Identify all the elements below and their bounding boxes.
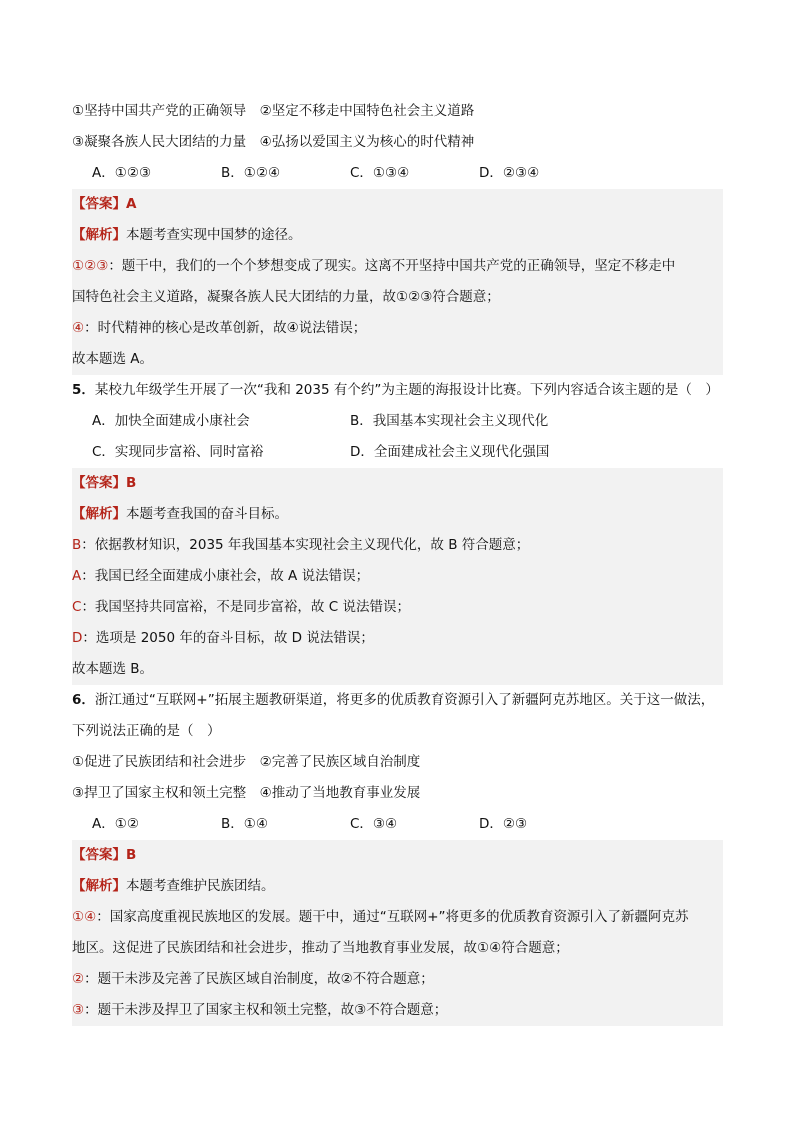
q6-stem-line-2: 下列说法正确的是（ ） (72, 723, 221, 739)
q4-answer-tag: 【答案】 (72, 196, 126, 212)
q5-analysis-line (72, 499, 723, 530)
q6-detail-text-4: ：题干未涉及捍卫了国家主权和领土完整，故③不符合题意； (84, 1002, 448, 1018)
q6-detail-text-3: ：题干未涉及完善了民族区域自治制度，故②不符合题意； (84, 971, 434, 987)
q4-analysis-detail-2 (72, 282, 723, 313)
q4-option-a: A．①②③ (92, 165, 152, 181)
q5-analysis-tag: 【解析】 (72, 506, 126, 522)
q5-detail-text-4: ：选项是 2050 年的奋斗目标，故 D 说法错误； (82, 630, 374, 646)
q4-options (72, 158, 723, 189)
q6-detail-key-1: ①④ (72, 909, 97, 925)
q6-stem-line-1 (72, 685, 723, 716)
q6-item-line-1: ①促进了民族团结和社会进步 ②完善了民族区域自治制度 (72, 754, 421, 770)
q6-answer-value: B (126, 847, 137, 863)
q5-detail-text-2: ：我国已经全面建成小康社会，故 A 说法错误； (81, 568, 370, 584)
q6-options (72, 809, 723, 840)
q5-analysis-detail-2 (72, 561, 723, 592)
q6-analysis-detail-1 (72, 902, 723, 933)
q4-item-line-2: ③凝聚各族人民大团结的力量 ④弘扬以爱国主义为核心的时代精神 (72, 134, 475, 150)
q5-options-row-2 (72, 437, 723, 468)
q5-answer-line (72, 468, 723, 499)
q4-detail-key-3: ④ (72, 320, 85, 336)
q6-detail-text-1: ：国家高度重视民族地区的发展。题干中，通过“互联网+”将更多的优质教育资源引入了新疆阿克苏 (96, 909, 689, 925)
q4-answer-line (72, 189, 723, 220)
q4-detail-key-1: ①②③ (72, 258, 109, 274)
document-content (72, 96, 723, 1026)
q6-answer-tag: 【答案】 (72, 847, 126, 863)
q5-analysis-detail-1 (72, 530, 723, 561)
q5-options-row-1 (72, 406, 723, 437)
q5-number: 5． (72, 382, 95, 398)
q5-detail-key-3: C (72, 599, 82, 615)
q4-detail-text-1: ：题干中，我们的一个个梦想变成了现实。这离不开坚持中国共产党的正确领导，坚定不移走中 (108, 258, 676, 274)
q4-answer-value: A (126, 196, 137, 212)
q6-analysis-text: 本题考查维护民族团结。 (126, 878, 275, 894)
q5-option-d: D．全面建成社会主义现代化强国 (350, 444, 550, 460)
q6-answer-line (72, 840, 723, 871)
q6-analysis-detail-4 (72, 995, 723, 1026)
q5-analysis-text: 本题考查我国的奋斗目标。 (126, 506, 288, 522)
q5-analysis-detail-4 (72, 623, 723, 654)
q6-analysis-line (72, 871, 723, 902)
q4-analysis-detail-1 (72, 251, 723, 282)
q4-option-d: D．②③④ (479, 165, 540, 181)
q6-option-c: C．③④ (350, 816, 398, 832)
q5-option-c: C．实现同步富裕、同时富裕 (92, 444, 264, 460)
q5-detail-text-1: ：依据教材知识，2035 年我国基本实现社会主义现代化，故 B 符合题意； (81, 537, 530, 553)
q6-detail-key-3: ② (72, 971, 85, 987)
q5-stem (72, 375, 723, 406)
q6-analysis-detail-3 (72, 964, 723, 995)
q5-conclusion: 故本题选 B。 (72, 654, 723, 685)
q5-stem-text: 某校九年级学生开展了一次“我和 2035 有个约”为主题的海报设计比赛。下列内容适合该主题的是（ ） (94, 382, 719, 398)
q4-conclusion: 故本题选 A。 (72, 344, 723, 375)
q4-analysis-line (72, 220, 723, 251)
q4-detail-text-3: ：时代精神的核心是改革创新，故④说法错误； (84, 320, 367, 336)
q5-detail-text-3: ：我国坚持共同富裕，不是同步富裕，故 C 说法错误； (81, 599, 410, 615)
q5-detail-key-4: D (72, 630, 83, 646)
q4-analysis-text: 本题考查实现中国梦的途径。 (126, 227, 302, 243)
q5-answer-tag: 【答案】 (72, 475, 126, 491)
q6-analysis-detail-2 (72, 933, 723, 964)
q4-item-line-1: ①坚持中国共产党的正确领导 ②坚定不移走中国特色社会主义道路 (72, 103, 475, 119)
q5-option-b: B．我国基本实现社会主义现代化 (350, 413, 549, 429)
q6-detail-text-2: 地区。这促进了民族团结和社会进步，推动了当地教育事业发展，故①④符合题意； (72, 940, 569, 956)
q4-option-b: B．①②④ (221, 165, 281, 181)
q6-option-a: A．①② (92, 816, 139, 832)
q4-analysis-tag: 【解析】 (72, 227, 126, 243)
q5-detail-key-1: B (72, 537, 82, 553)
q5-analysis-detail-3 (72, 592, 723, 623)
q6-detail-key-4: ③ (72, 1002, 85, 1018)
q4-analysis-detail-3 (72, 313, 723, 344)
q5-answer-value: B (126, 475, 137, 491)
q6-stem-text-1: 浙江通过“互联网+”拓展主题教研渠道，将更多的优质教育资源引入了新疆阿克苏地区。关于这一做法， (94, 692, 715, 708)
q5-detail-key-2: A (72, 568, 82, 584)
q6-option-b: B．①④ (221, 816, 268, 832)
q6-analysis-tag: 【解析】 (72, 878, 126, 894)
q6-item-line-2: ③捍卫了国家主权和领土完整 ④推动了当地教育事业发展 (72, 785, 421, 801)
q4-detail-text-2: 国特色社会主义道路，凝聚各族人民大团结的力量，故①②③符合题意； (72, 289, 500, 305)
q5-option-a: A．加快全面建成小康社会 (92, 413, 250, 429)
q4-option-c: C．①③④ (350, 165, 410, 181)
q6-number: 6． (72, 692, 95, 708)
q6-option-d: D．②③ (479, 816, 528, 832)
